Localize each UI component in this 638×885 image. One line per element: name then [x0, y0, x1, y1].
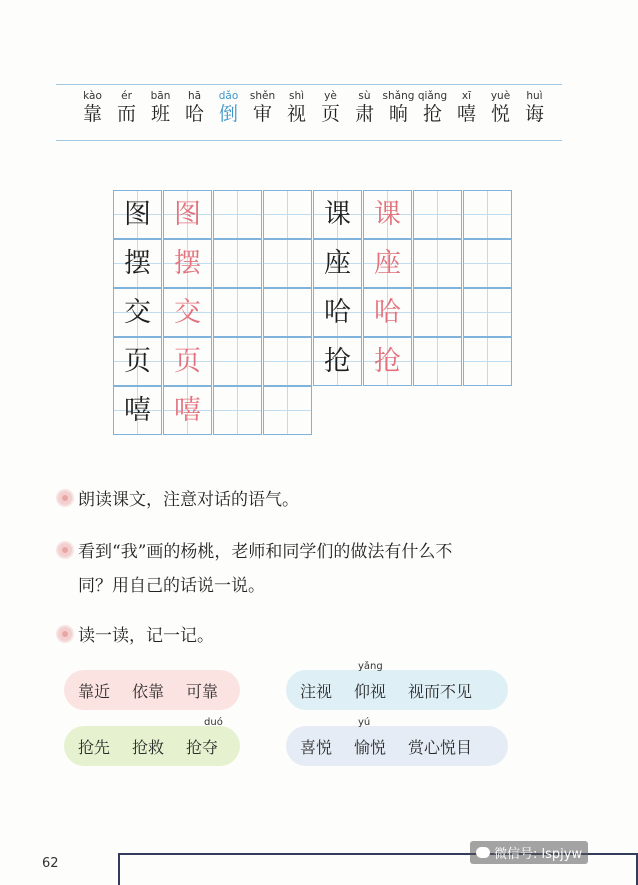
blank-cell [463, 190, 512, 239]
trace-char: 摆 [174, 248, 201, 279]
word-text: 可靠 [186, 681, 219, 701]
blank-cell [413, 190, 462, 239]
flower-bullet-icon [56, 625, 74, 643]
vocab-char: 班 [150, 103, 170, 125]
vocab-char: 而 [116, 103, 136, 125]
vocab-pinyin: huì [526, 90, 543, 102]
trace-char-cell [163, 190, 212, 239]
vocab-item [280, 90, 313, 130]
word-text: 仰视 [354, 681, 387, 701]
watermark [470, 841, 588, 864]
word-text: 靠近 [78, 681, 111, 701]
flower-bullet-icon [56, 541, 74, 559]
vocab-item [382, 90, 415, 130]
vocab-char: 悦 [490, 103, 510, 125]
blank-cell [213, 288, 262, 337]
vocab-pinyin: kào [83, 90, 102, 102]
grid-row [113, 288, 513, 337]
word [354, 660, 387, 702]
pinyin-note: yú [358, 716, 371, 728]
trace-char-cell [163, 337, 212, 386]
blank-cell [463, 337, 512, 386]
vocab-pinyin: yè [324, 90, 337, 102]
word-text: 喜悦 [300, 737, 333, 757]
blank-cell [463, 288, 512, 337]
blank-cell [463, 239, 512, 288]
word [300, 735, 332, 758]
word [186, 716, 223, 758]
vocabulary-list [76, 90, 546, 130]
vocab-item [144, 90, 177, 130]
vocab-char: 页 [320, 103, 340, 125]
blank-cell [263, 190, 312, 239]
exercise-text: 看到“我”画的杨桃，老师和同学们的做法有什么不 [78, 542, 453, 562]
vocab-item [246, 90, 279, 130]
vocab-char: 嘻 [456, 103, 476, 125]
trace-char-cell [163, 239, 212, 288]
trace-char-cell [363, 190, 412, 239]
writing-grid [113, 190, 513, 435]
vocab-item [518, 90, 551, 130]
vocab-pinyin: shěn [249, 90, 276, 102]
word-text: 抢救 [132, 737, 165, 757]
word-text: 注视 [300, 681, 333, 701]
word-text: 赏心悦目 [408, 737, 473, 757]
model-char: 哈 [324, 297, 351, 328]
blank-cell [263, 288, 312, 337]
trace-char: 哈 [374, 297, 401, 328]
word-group [64, 670, 240, 710]
word-text: 愉悦 [354, 737, 387, 757]
word-text: 依靠 [132, 681, 165, 701]
exercise-text: 同？用自己的话说一说。 [78, 576, 265, 596]
model-char-cell [313, 288, 362, 337]
grid-row [113, 190, 513, 239]
vocab-item [484, 90, 517, 130]
model-char-cell [113, 337, 162, 386]
model-char-cell [113, 190, 162, 239]
blank-cell [213, 190, 262, 239]
model-char-cell [113, 288, 162, 337]
vocab-pinyin: qiǎng [417, 90, 448, 102]
model-char: 摆 [124, 248, 151, 279]
trace-char: 图 [174, 199, 201, 230]
model-char-cell [313, 337, 362, 386]
model-char: 页 [124, 346, 151, 377]
grid-row [113, 239, 513, 288]
vocab-item [314, 90, 347, 130]
vocab-top-rule [56, 84, 562, 85]
vocab-pinyin: sù [358, 90, 371, 102]
vocab-pinyin: dǎo [218, 90, 239, 102]
vocab-item [110, 90, 143, 130]
model-char: 交 [124, 297, 151, 328]
model-char: 课 [324, 199, 351, 230]
exercise-text: 朗读课文，注意对话的语气。 [78, 490, 299, 510]
vocab-char: 诲 [524, 103, 544, 125]
blank-cell [263, 239, 312, 288]
blank-cell [413, 239, 462, 288]
vocab-char: 靠 [82, 103, 102, 125]
word-text: 抢夺 [186, 737, 219, 757]
model-char: 图 [124, 199, 151, 230]
blank-cell [263, 386, 312, 435]
watermark-text: 微信号: lspjyw [494, 847, 583, 862]
wechat-icon [476, 847, 490, 858]
pinyin-note: duó [204, 716, 223, 728]
word-group [64, 716, 240, 766]
word [408, 735, 472, 758]
vocab-pinyin: yuè [490, 90, 511, 102]
model-char: 嘻 [124, 395, 151, 426]
vocab-pinyin: hā [187, 90, 202, 102]
word [132, 679, 164, 702]
trace-char: 嘻 [174, 395, 201, 426]
blank-cell [413, 337, 462, 386]
vocab-char: 视 [286, 103, 306, 125]
vocab-pinyin: bān [150, 90, 171, 102]
trace-char: 页 [174, 346, 201, 377]
word [300, 679, 332, 702]
word [408, 679, 472, 702]
vocab-item [76, 90, 109, 130]
model-char-cell [113, 239, 162, 288]
model-char-cell [313, 190, 362, 239]
word-group [286, 716, 508, 766]
vocab-item [348, 90, 381, 130]
vocab-char: 哈 [184, 103, 204, 125]
blank-cell [263, 337, 312, 386]
model-char-cell [313, 239, 362, 288]
vocab-char: 抢 [422, 103, 442, 125]
grid-row [113, 386, 513, 435]
vocab-item [212, 90, 245, 130]
trace-char-cell [363, 239, 412, 288]
trace-char: 课 [374, 199, 401, 230]
trace-char-cell [363, 288, 412, 337]
vocab-pinyin: ér [121, 90, 132, 102]
trace-char: 交 [174, 297, 201, 328]
trace-char: 抢 [374, 346, 401, 377]
vocab-item [450, 90, 483, 130]
vocab-pinyin: xī [461, 90, 472, 102]
trace-char: 座 [374, 248, 401, 279]
model-char: 抢 [324, 346, 351, 377]
page-number: 62 [42, 856, 59, 871]
word-group [286, 660, 508, 710]
trace-char-cell [163, 386, 212, 435]
vocab-item [416, 90, 449, 130]
trace-char-cell [363, 337, 412, 386]
word-text: 抢先 [78, 737, 111, 757]
word [78, 679, 110, 702]
pinyin-note: yǎng [358, 660, 383, 672]
flower-bullet-icon [56, 489, 74, 507]
vocab-pinyin: shǎng [382, 90, 415, 102]
model-char-cell [113, 386, 162, 435]
vocab-char: 晌 [388, 103, 408, 125]
blank-cell [213, 239, 262, 288]
word [132, 735, 164, 758]
vocab-item [178, 90, 211, 130]
blank-cell [413, 288, 462, 337]
vocab-bottom-rule [56, 140, 562, 141]
vocab-char: 审 [252, 103, 272, 125]
vocab-char: 倒 [218, 103, 238, 125]
vocab-char: 肃 [354, 103, 374, 125]
exercise-text: 读一读，记一记。 [78, 626, 214, 646]
trace-char-cell [163, 288, 212, 337]
word-text: 视而不见 [408, 681, 473, 701]
word [354, 716, 387, 758]
model-char: 座 [324, 248, 351, 279]
blank-cell [213, 386, 262, 435]
word [186, 679, 218, 702]
blank-cell [213, 337, 262, 386]
word [78, 735, 110, 758]
grid-row [113, 337, 513, 386]
vocab-pinyin: shì [288, 90, 305, 102]
